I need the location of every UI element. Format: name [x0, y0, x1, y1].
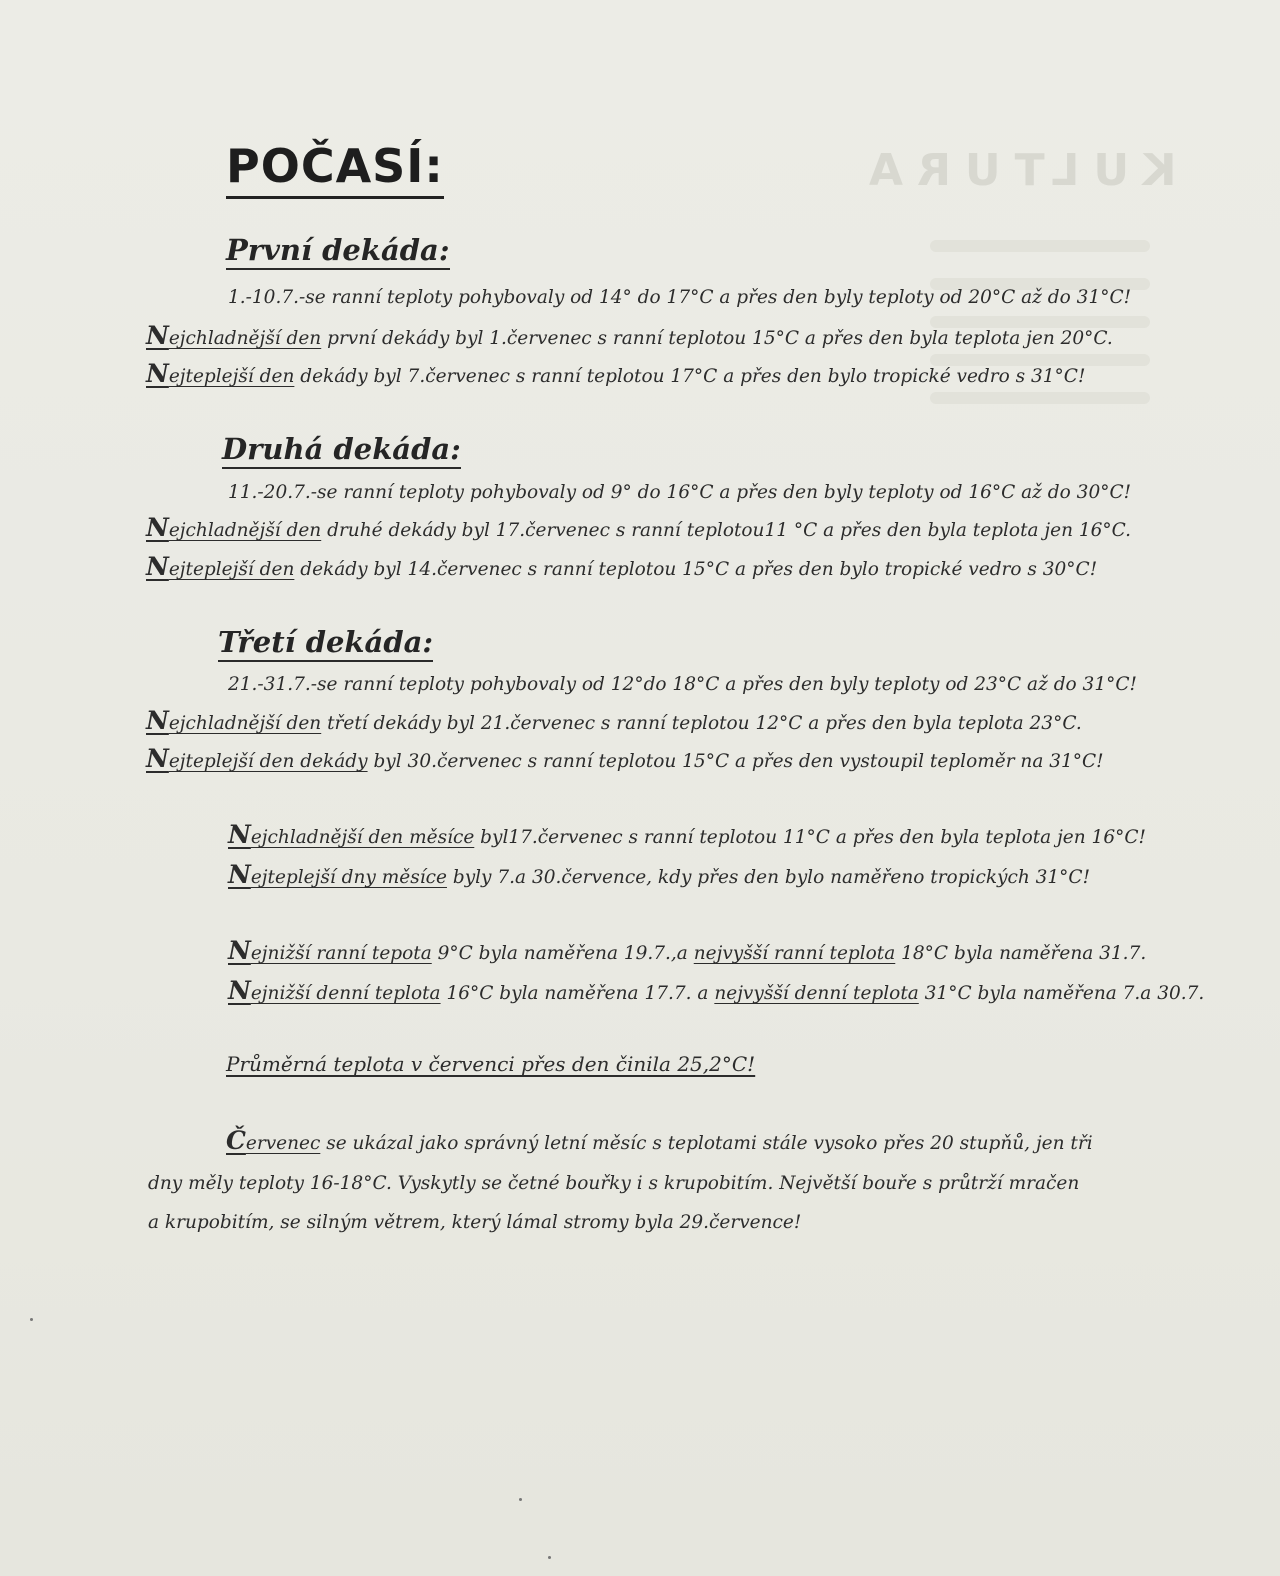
section-3-coldest: Nejchladnější den třetí dekády byl 21.červenec s ranní teplotou 12°C a přes den byla teplota 23°C. [146, 706, 1082, 735]
section-3-warmest: Nejteplejší den dekády byl 30.červenec s ranní teplotou 15°C a přes den vystoupil teploměr na 31°C! [146, 744, 1104, 773]
paper-speck [30, 1318, 33, 1321]
month-coldest: Nejchladnější den měsíce byl17.červenec s ranní teplotou 11°C a přes den byla teplota jen 16°C! [228, 820, 1146, 849]
section-1-warmest: Nejteplejší den dekády byl 7.červenec s ranní teplotou 17°C a přes den bylo tropické vedro s 31°C! [146, 359, 1086, 388]
section-heading-1: První dekáda: [226, 232, 450, 270]
section-1-coldest: Nejchladnější den první dekády byl 1.červenec s ranní teplotou 15°C a přes den byla teplota jen 20°C. [146, 321, 1113, 350]
closing-line-3: a krupobitím, se silným větrem, který lámal stromy byla 29.července! [148, 1212, 802, 1233]
extremes-day: Nejnižší denní teplota 16°C byla naměřena 17.7. a nejvyšší denní teplota 31°C byla naměřena 7.a 30.7. [228, 976, 1205, 1005]
section-2-warmest: Nejteplejší den dekády byl 14.červenec s ranní teplotou 15°C a přes den bylo tropické vedro s 30°C! [146, 552, 1098, 581]
section-3-range: 21.-31.7.-se ranní teploty pohybovaly od 12°do 18°C a přes den byly teploty od 23°C až do 31°C! [228, 674, 1137, 695]
average-temperature: Průměrná teplota v červenci přes den činila 25,2°C! [226, 1052, 756, 1076]
closing-line-2: dny měly teploty 16-18°C. Vyskytly se četné bouřky i s krupobitím. Největší bouře s průtrží mračen [148, 1173, 1080, 1194]
section-heading-3: Třetí dekáda: [218, 624, 433, 662]
section-2-range: 11.-20.7.-se ranní teploty pohybovaly od 9° do 16°C a přes den byly teploty od 16°C až do 30°C! [228, 482, 1132, 503]
section-heading-2: Druhá dekáda: [222, 431, 461, 469]
section-2-coldest: Nejchladnější den druhé dekády byl 17.červenec s ranní teplotou11 °C a přes den byla teplota jen 16°C. [146, 513, 1132, 542]
section-1-range: 1.-10.7.-se ranní teploty pohybovaly od 14° do 17°C a přes den byly teploty od 20°C až do 31°C! [228, 287, 1132, 308]
bleed-through-heading: KULTURA [855, 145, 1177, 196]
paper-speck [519, 1498, 522, 1501]
paper-speck [548, 1556, 551, 1559]
page-title: POČASÍ: [226, 136, 444, 199]
extremes-morning: Nejnižší ranní tepota 9°C byla naměřena 19.7.,a nejvyšší ranní teplota 18°C byla naměřena 31.7. [228, 936, 1147, 965]
month-warmest: Nejteplejší dny měsíce byly 7.a 30.července, kdy přes den bylo naměřeno tropických 31°C! [228, 860, 1091, 889]
closing-line-1: Červenec se ukázal jako správný letní měsíc s teplotami stále vysoko přes 20 stupňů, jen tři [226, 1126, 1093, 1155]
